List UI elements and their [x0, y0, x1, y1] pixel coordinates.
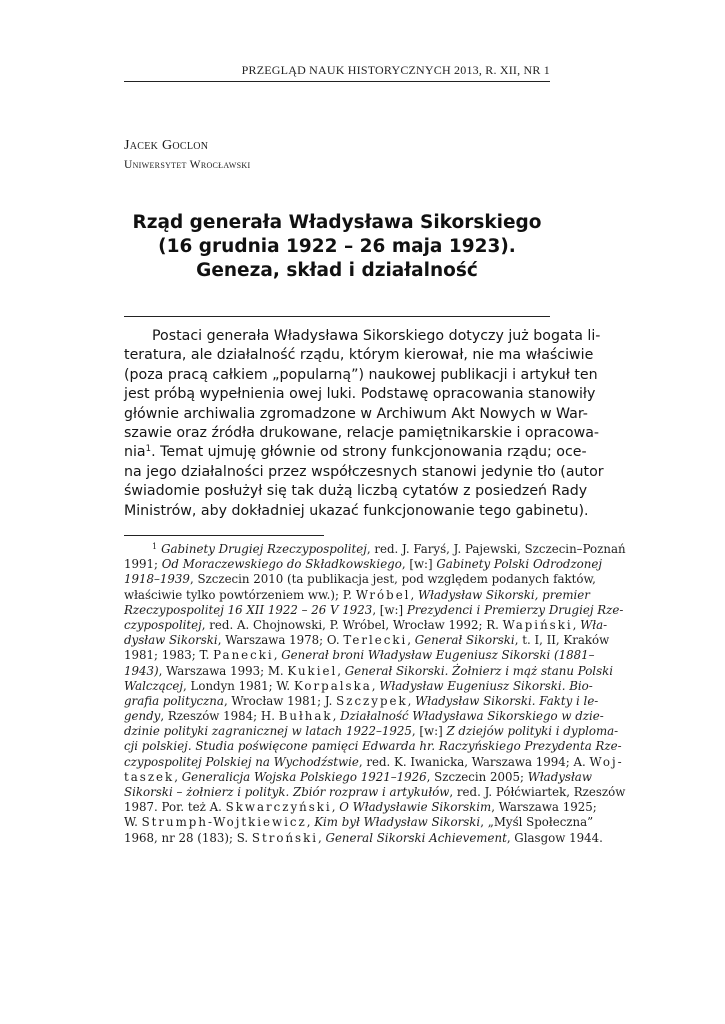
- footnote-fragment: , red. J. Półćwiartek, Rzeszów: [449, 785, 626, 799]
- footnote-fragment: Walczącej: [124, 678, 184, 693]
- footnote-fragment: ,: [318, 830, 326, 845]
- footnote-fragment: , red. K. Iwanicka, Warszawa 1994; A.: [358, 754, 590, 769]
- running-head: PRZEGLĄD NAUK HISTORYCZNYCH 2013, R. XII, NR 1: [241, 63, 550, 77]
- footnote-fragment: czypospolitej Polskiej na Wychodźstwie: [124, 754, 359, 769]
- footnote-fragment: Kim był Władysław Sikorski: [314, 815, 481, 830]
- footnote-line: [124, 678, 593, 694]
- footnote-fragment: ,: [332, 709, 341, 724]
- footnote-fragment: Strumph-Wojtkiewicz: [141, 815, 307, 830]
- footnote-fragment: , [w:]: [411, 724, 447, 739]
- body-line: głównie archiwalia zgromadzone w Archiwum Akt Nowych w War-: [124, 405, 588, 422]
- footnote-line: [124, 648, 595, 663]
- body-line: [124, 443, 587, 462]
- footnote-fragment: Władysław Sikorski. Fakty i le-: [415, 693, 599, 708]
- body-paragraph: [124, 327, 604, 521]
- footnote-number: 1: [152, 542, 158, 551]
- footnote-fragment: O Władysławie Sikorskim: [339, 800, 492, 815]
- footnote-fragment: Panecki: [213, 648, 274, 663]
- footnote-fragment: Skwarczyński: [225, 800, 332, 815]
- body-text-fragment: . Temat ujmuję głównie od strony funkcjonowania rządu; oce-: [151, 444, 587, 461]
- footnote-fragment: właściwie tylko powtórzeniem ww.); P.: [124, 587, 356, 602]
- body-line: Postaci generała Władysława Sikorskiego dotyczy już bogata li-: [152, 328, 601, 344]
- footnote-fragment: Władysław: [527, 769, 592, 784]
- footnote-fragment: , Warszawa 1978; O.: [217, 633, 344, 648]
- footnote-fragment: Wapiński: [502, 617, 573, 632]
- footnote-fragment: Gabinety Drugiej Rzeczypospolitej: [161, 542, 367, 556]
- title-line-3: Geneza, skład i działalność: [196, 260, 478, 281]
- footnote-fragment: Od Moraczewskiego do Składkowskiego: [161, 557, 402, 572]
- footnote-line: [124, 815, 594, 830]
- header-rule: [124, 81, 550, 82]
- footnote-fragment: ,: [407, 633, 415, 648]
- body-line: teratura, ale działalność rządu, którym kierował, nie ma właściwie: [124, 347, 594, 364]
- footnote-fragment: , red. J. Faryś, J. Pajewski, Szczecin–Poznań: [366, 542, 626, 556]
- footnote-fragment: Władysław Eugeniusz Sikorski. Bio-: [379, 678, 593, 693]
- footnote-reference[interactable]: 1: [145, 444, 152, 455]
- title-line-1: Rząd generała Władysława Sikorskiego: [132, 212, 542, 233]
- footnote-fragment: 1943): [124, 663, 159, 678]
- footnote-fragment: 1968, nr 28 (183); S.: [124, 830, 252, 845]
- footnote-fragment: , Wrocław 1981; J.: [223, 693, 337, 708]
- footnote-fragment: , Glasgow 1944.: [506, 830, 603, 845]
- footnote-fragment: , red. A. Chojnowski, P. Wróbel, Wrocław 1992; R.: [201, 617, 503, 632]
- footnote-fragment: Woj-: [589, 754, 624, 769]
- footnote-fragment: cji polskiej. Studia poświęcone pamięci Edwarda hr. Raczyńskiego Prezydenta Rze-: [124, 739, 622, 754]
- footnote-fragment: taszek: [124, 769, 175, 784]
- footnote-fragment: ,: [331, 800, 340, 815]
- footnote-line: [124, 617, 608, 633]
- body-line: szawie oraz źródła drukowane, relacje pamiętnikarskie i opracowa-: [124, 424, 600, 441]
- footnote-line: [124, 785, 626, 800]
- article-title: [124, 211, 550, 283]
- footnote-fragment: ,: [371, 678, 380, 693]
- footnote-fragment: , Londyn 1981; W.: [183, 678, 294, 693]
- footnote-line: [124, 572, 596, 587]
- footnote-line: [124, 800, 597, 815]
- footnote-fragment: Gabinety Polski Odrodzonej: [436, 557, 603, 572]
- footnote-fragment: czypospolitej: [124, 617, 202, 632]
- footnote-fragment: , Szczecin 2005;: [426, 769, 528, 784]
- footnote-line: [124, 830, 603, 846]
- footnote-fragment: , „Myśl Społeczna”: [480, 815, 594, 830]
- footnote-line: [124, 754, 624, 770]
- footnote-fragment: General Sikorski Achievement: [325, 830, 507, 845]
- body-text-fragment: nia: [124, 444, 146, 461]
- footnote-line: [124, 633, 610, 648]
- body-line: Ministrów, aby dokładniej ukazać funkcjonowanie tego gabinetu).: [124, 502, 589, 519]
- title-line-2: (16 grudnia 1922 – 26 maja 1923).: [158, 236, 516, 257]
- footnote-fragment: Stroński: [251, 830, 319, 845]
- footnote-fragment: Działalność Władysława Sikorskiego w dzie-: [340, 709, 604, 724]
- footnote-line: [124, 663, 614, 679]
- footnote-fragment: ,: [407, 693, 416, 708]
- footnote-fragment: ,: [337, 663, 345, 678]
- footnote-line: [124, 602, 624, 618]
- footnote-fragment: Bułhak: [278, 709, 333, 724]
- footnote-fragment: Generał Sikorski: [414, 633, 515, 648]
- footnote-fragment: Generalicja Wojska Polskiego 1921–1926: [181, 769, 427, 784]
- footnote-fragment: Terlecki: [343, 633, 408, 648]
- footnote-fragment: , Rzeszów 1984; H.: [160, 709, 279, 724]
- footnote-fragment: dysław Sikorski: [124, 633, 218, 648]
- footnote-fragment: Wła-: [580, 617, 608, 632]
- footnote-separator: [124, 535, 324, 536]
- footnote-fragment: Generał Sikorski. Żołnierz i mąż stanu Polski: [344, 663, 614, 678]
- footnote-line: [124, 693, 599, 709]
- footnote-fragment: 1918–1939: [124, 572, 190, 587]
- footnote-line: [124, 769, 592, 785]
- footnote-fragment: , Szczecin 2010 (ta publikacja jest, pod względem podanych faktów,: [189, 572, 596, 587]
- footnote-line: [124, 739, 622, 754]
- footnote-fragment: ,: [572, 617, 581, 632]
- body-line: (poza pracą całkiem „popularną”) naukowej publikacji i artykuł ten: [124, 366, 598, 383]
- footnote-fragment: Prezydenci i Premierzy Drugiej Rze-: [406, 602, 624, 617]
- footnote-fragment: ,: [273, 648, 282, 663]
- footnote-fragment: W.: [124, 815, 142, 830]
- footnote-fragment: ,: [306, 815, 315, 830]
- footnote-line: [124, 587, 590, 603]
- footnote-fragment: Generał broni Władysław Eugeniusz Sikorski (1881–: [281, 648, 595, 663]
- footnote-fragment: Sikorski – żołnierz i polityk. Zbiór rozpraw i artykułów: [124, 785, 450, 799]
- body-line: na jego działalności przez współczesnych stanowi jedynie tło (autor: [124, 463, 604, 480]
- footnote-fragment: gendy: [124, 709, 161, 724]
- footnote-fragment: , t. I, II, Kraków: [514, 633, 610, 648]
- footnote-fragment: dzinie polityki zagranicznej w latach 1922–1925: [124, 724, 412, 739]
- footnote-line: [124, 557, 603, 572]
- footnote-fragment: Z dziejów polityki i dyploma-: [446, 724, 619, 739]
- author-affiliation: Uniwersytet Wrocławski: [124, 159, 251, 171]
- footnote-line: [124, 709, 604, 724]
- footnote-fragment: , [w:]: [372, 602, 407, 617]
- footnote-fragment: , [w:]: [401, 557, 437, 572]
- footnote-line: [124, 724, 619, 739]
- footnote-fragment: 1981; 1983; T.: [124, 648, 214, 663]
- footnote-fragment: Rzeczypospolitej 16 XII 1922 – 26 V 1923: [124, 602, 373, 617]
- footnote-1: [124, 542, 626, 846]
- footnote-fragment: ,: [174, 769, 182, 784]
- footnote-fragment: 1987. Por. też A.: [124, 800, 226, 815]
- footnote-line: [124, 542, 626, 557]
- footnote-fragment: ,: [410, 587, 418, 602]
- footnote-fragment: Korpalska: [293, 678, 372, 693]
- footnote-fragment: Władysław Sikorski, premier: [417, 587, 590, 602]
- body-line: świadomie posłużył się tak dużą liczbą cytatów z posiedzeń Rady: [124, 483, 588, 500]
- footnote-fragment: grafia polityczna: [124, 693, 224, 708]
- footnote-fragment: , Warszawa 1993; M.: [158, 663, 288, 678]
- footnote-fragment: Szczypek: [336, 693, 408, 708]
- author-name: Jacek Goclon: [124, 138, 209, 153]
- footnote-fragment: , Warszawa 1925;: [491, 800, 597, 815]
- footnote-fragment: 1991;: [124, 557, 162, 572]
- title-rule: [124, 316, 550, 317]
- body-line: jest próbą wypełnienia owej luki. Podstawę opracowania stanowiły: [124, 386, 596, 403]
- footnote-fragment: Kukiel: [287, 663, 338, 678]
- footnote-fragment: Wróbel: [355, 587, 411, 602]
